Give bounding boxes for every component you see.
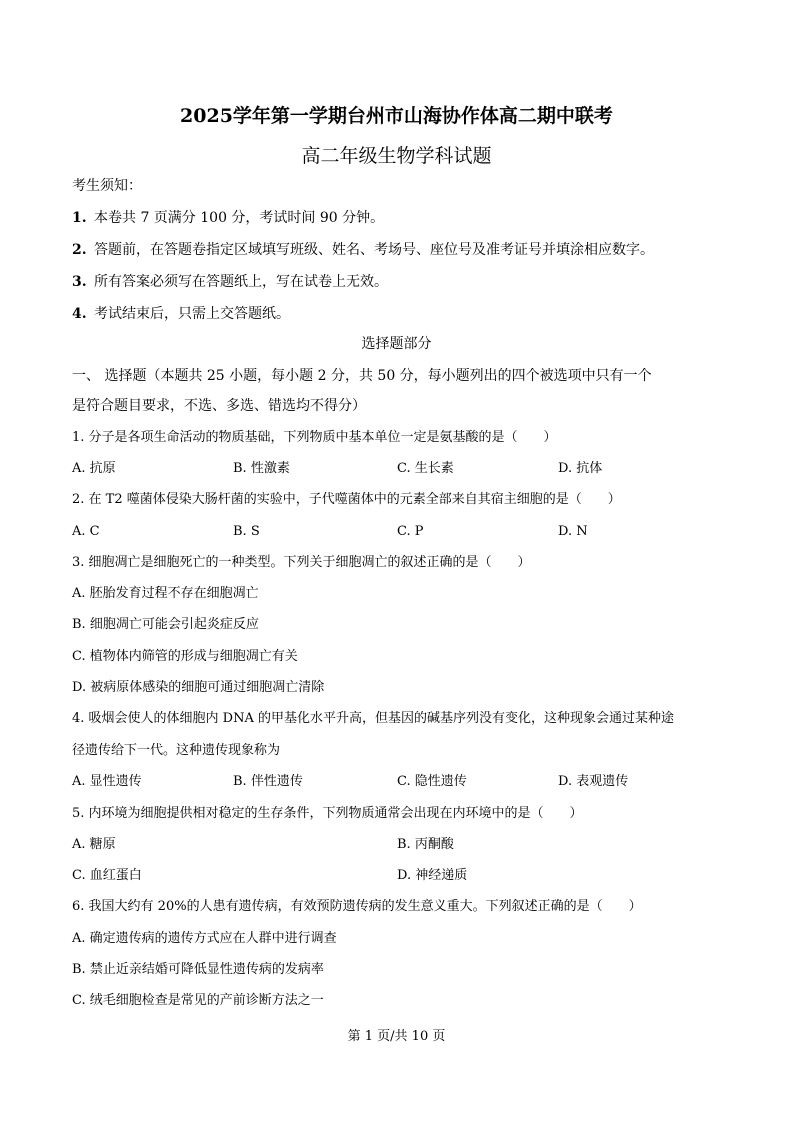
question-stem-line-2: 径遗传给下一代。这种遗传现象称为 [72, 743, 281, 758]
page-footer: 第 1 页/共 10 页 [347, 1029, 446, 1044]
option-a: A. C [72, 524, 100, 539]
option-b: B. 性激素 [233, 461, 290, 476]
option-c: C. 隐性遗传 [397, 774, 467, 789]
question-stem: 2. 在 T2 噬菌体侵染大肠杆菌的实验中，子代噬菌体中的元素全部来自其宿主细胞的是（ ） [72, 492, 621, 507]
notice-item-text: 所有答案必须写在答题纸上，写在试卷上无效。 [94, 274, 388, 290]
notice-item-number: 1. [72, 210, 87, 226]
notice-item-text: 本卷共 7 页满分 100 分，考试时间 90 分钟。 [94, 210, 385, 226]
notice-item-text: 考试结束后，只需上交答题纸。 [94, 306, 290, 322]
option-a: A. 抗原 [72, 461, 116, 476]
section-instructions-line-2: 是符合题目要求，不选、多选、错选均不得分） [72, 398, 366, 414]
option-c: C. P [397, 524, 424, 539]
option-c: C. 植物体内筛管的形成与细胞凋亡有关 [72, 649, 298, 664]
exam-subtitle: 高二年级生物学科试题 [301, 145, 492, 167]
notice-heading: 考生须知： [72, 178, 142, 194]
option-d: D. 神经递质 [397, 868, 468, 883]
exam-title: 2025学年第一学期台州市山海协作体高二期中联考 [180, 105, 613, 127]
notice-item-1 [72, 209, 384, 227]
option-a: A. 糖原 [72, 837, 116, 852]
option-a: A. 确定遗传病的遗传方式应在人群中进行调查 [72, 931, 337, 946]
option-b: B. 禁止近亲结婚可降低显性遗传病的发病率 [72, 962, 324, 977]
option-d: D. 表观遗传 [558, 774, 629, 789]
option-d: D. 抗体 [558, 461, 603, 476]
notice-item-2 [72, 241, 654, 259]
option-a: A. 显性遗传 [72, 774, 142, 789]
notice-item-number: 2. [72, 242, 87, 258]
option-b: B. 丙酮酸 [397, 837, 454, 852]
option-b: B. 伴性遗传 [233, 774, 303, 789]
question-stem: 3. 细胞凋亡是细胞死亡的一种类型。下列关于细胞凋亡的叙述正确的是（ ） [72, 555, 531, 570]
option-b: B. 细胞凋亡可能会引起炎症反应 [72, 617, 259, 632]
question-stem: 6. 我国大约有 20%的人患有遗传病，有效预防遗传病的发生意义重大。下列叙述正确的是（ ） [72, 899, 642, 914]
notice-item-3 [72, 273, 388, 291]
notice-item-number: 3. [72, 274, 87, 290]
option-c: C. 绒毛细胞检查是常见的产前诊断方法之一 [72, 993, 324, 1008]
notice-item-4 [72, 305, 290, 323]
question-stem: 5. 内环境为细胞提供相对稳定的生存条件，下列物质通常会出现在内环境中的是（ ） [72, 806, 583, 821]
section-title: 选择题部分 [361, 336, 432, 352]
notice-item-number: 4. [72, 306, 87, 322]
option-c: C. 血红蛋白 [72, 868, 142, 883]
option-d: D. N [558, 524, 588, 539]
option-d: D. 被病原体感染的细胞可通过细胞凋亡清除 [72, 680, 325, 695]
question-stem-line-1: 4. 吸烟会使人的体细胞内 DNA 的甲基化水平升高，但基因的碱基序列没有变化，这种现象会通过某种途 [72, 711, 674, 726]
option-a: A. 胚胎发育过程不存在细胞凋亡 [72, 586, 259, 601]
section-instructions-line-1: 一、 选择题（本题共 25 小题，每小题 2 分，共 50 分，每小题列出的四个被选项中只有一个 [72, 368, 652, 384]
option-c: C. 生长素 [397, 461, 454, 476]
notice-item-text: 答题前，在答题卷指定区域填写班级、姓名、考场号、座位号及准考证号并填涂相应数字。 [94, 242, 654, 258]
question-stem: 1. 分子是各项生命活动的物质基础，下列物质中基本单位一定是氨基酸的是（ ） [72, 430, 557, 445]
option-b: B. S [233, 524, 260, 539]
